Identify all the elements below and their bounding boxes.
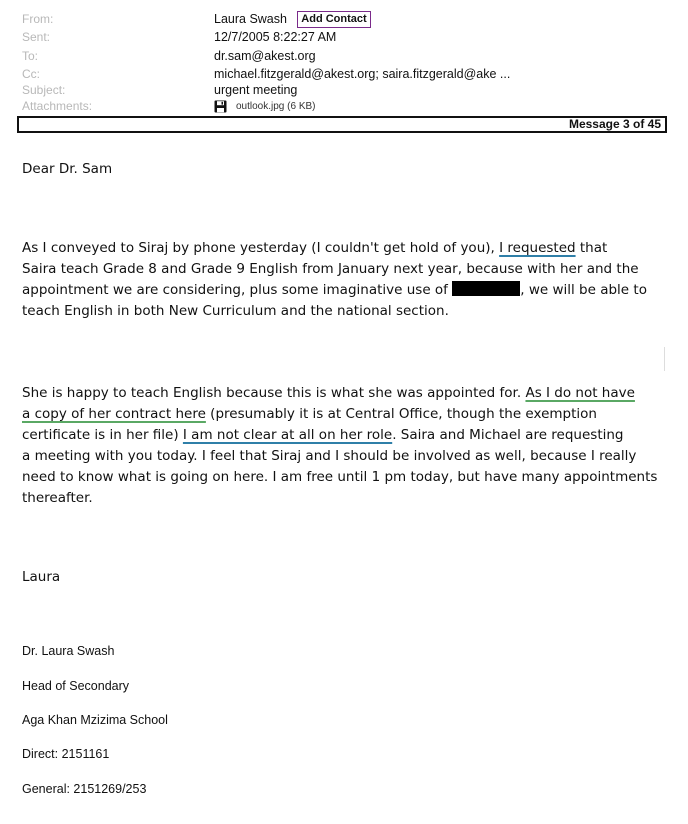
message-status-bar — [17, 116, 667, 133]
to-label: To: — [22, 49, 39, 63]
signoff: Laura — [22, 569, 61, 585]
p2-line-5: need to know what is going on here. I am free until 1 pm today, but have many appointments — [22, 469, 658, 485]
p1-line-4: teach English in both New Curriculum and the national section. — [22, 303, 449, 319]
p1-text-f: , we will be able to — [520, 282, 647, 298]
message-position: Message 3 of 45 — [568, 117, 661, 131]
to-value[interactable]: dr.sam@akest.org — [214, 49, 316, 63]
p2-underline-copy-1: As I do not have — [525, 385, 635, 401]
signature-direct: Direct: 2151161 — [22, 747, 110, 761]
p1-text-e: appointment we are considering, plus some imaginative use of — [22, 282, 453, 298]
paragraph-2 — [22, 383, 672, 509]
p1-text-a: As I conveyed to Siraj by phone yesterday (I couldn't get hold of you), — [22, 240, 500, 256]
signature-name: Dr. Laura Swash — [22, 644, 115, 658]
p2-text-d: (presumably it is at Central Office, though the exemption — [205, 406, 597, 422]
subject-value: urgent meeting — [214, 83, 298, 97]
p2-text-g: . Saira and Michael are requesting — [392, 427, 624, 443]
from-value: Laura Swash — [214, 12, 287, 26]
p2-line-6: thereafter. — [22, 490, 93, 506]
p2-underline-copy-2: a copy of her contract here — [22, 406, 206, 422]
p2-line-2 — [22, 404, 672, 425]
subject-label: Subject: — [22, 83, 66, 97]
attachments-label: Attachments: — [22, 99, 93, 113]
cc-value[interactable]: michael.fitzgerald@akest.org; saira.fitzgerald@ake ... — [214, 67, 511, 81]
p2-line-4: a meeting with you today. I feel that Siraj and I should be involved as well, because I really — [22, 448, 637, 464]
p2-line-1 — [22, 383, 672, 404]
p1-line-3 — [22, 280, 672, 301]
sent-label: Sent: — [22, 30, 51, 44]
add-contact-button[interactable]: Add Contact — [297, 11, 371, 28]
greeting: Dear Dr. Sam — [22, 161, 113, 177]
paragraph-1 — [22, 238, 672, 322]
p1-line-2: Saira teach Grade 8 and Grade 9 English from January next year, because with her and the — [22, 261, 639, 277]
signature-school: Aga Khan Mzizima School — [22, 713, 168, 727]
p1-text-c: that — [575, 240, 608, 256]
cc-label: Cc: — [22, 67, 40, 81]
signature-title: Head of Secondary — [22, 679, 130, 693]
p1-line-1 — [22, 238, 672, 259]
signature-general: General: 2151269/253 — [22, 782, 147, 796]
from-label: From: — [22, 12, 54, 26]
p2-text-e: certificate is in her file) — [22, 427, 183, 443]
floppy-disk-icon[interactable] — [214, 100, 227, 113]
scan-artifact — [664, 347, 665, 371]
sent-value: 12/7/2005 8:22:27 AM — [214, 30, 337, 44]
attachment-link[interactable]: outlook.jpg (6 KB) — [236, 101, 316, 112]
redaction-block — [452, 281, 520, 296]
p1-underline-requested: I requested — [499, 240, 576, 256]
p2-text-a: She is happy to teach English because this is what she was appointed for. — [22, 385, 526, 401]
p2-underline-role: I am not clear at all on her role — [182, 427, 393, 443]
p2-line-3 — [22, 425, 672, 446]
